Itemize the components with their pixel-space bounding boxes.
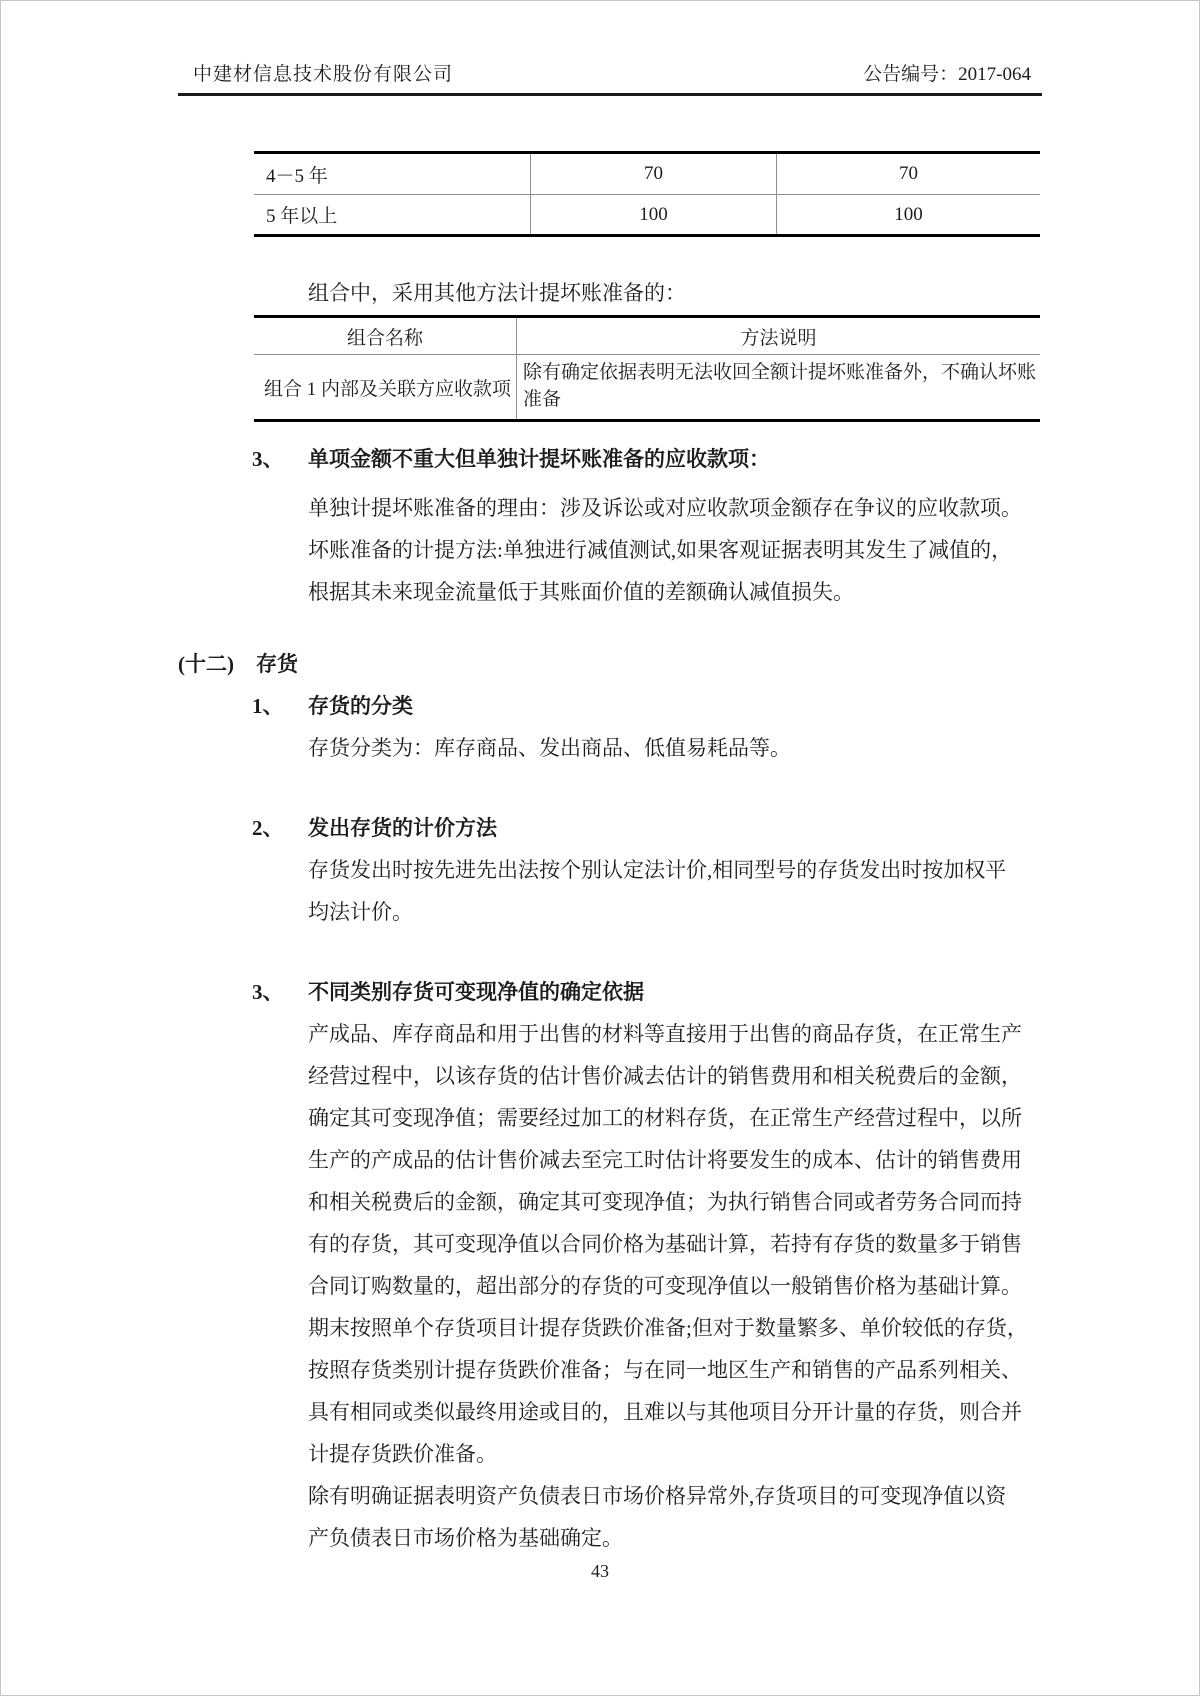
- section-body-receivables: [308, 487, 1024, 613]
- portfolio-intro-text: 组合中，采用其他方法计提坏账准备的：: [308, 281, 686, 305]
- subsection-title: 发出存货的计价方法: [308, 816, 497, 840]
- subsection-heading-inventory-classification: [252, 692, 413, 720]
- subsection-number: 3、: [252, 980, 284, 1004]
- section-number: 3、: [252, 447, 284, 471]
- paragraph-line: 合同订购数量的，超出部分的存货的可变现净值以一般销售价格为基础计算。: [308, 1274, 1022, 1298]
- table-row: [254, 194, 1040, 234]
- aging-percentage-table: [254, 151, 1040, 237]
- table-row: [254, 355, 1040, 419]
- portfolio-name-header: 组合名称: [346, 328, 423, 349]
- subsection-heading-net-realizable-value: [252, 978, 644, 1006]
- paragraph-line: 计提存货跌价准备。: [308, 1442, 497, 1466]
- paragraph-line: 确定其可变现净值；需要经过加工的材料存货，在正常生产经营过程中，以所: [308, 1106, 1022, 1130]
- section-title: 单项金额不重大但单独计提坏账准备的应收款项：: [308, 447, 770, 471]
- subsection-body-issuing-valuation: [308, 849, 1024, 933]
- portfolio-name-cell: 组合 1 内部及关联方应收款项: [264, 378, 512, 400]
- paragraph-line: 按照存货类别计提存货跌价准备；与在同一地区生产和销售的产品系列相关、: [308, 1358, 1022, 1382]
- paragraph-line: 根据其未来现金流量低于其账面价值的差额确认减值损失。: [308, 580, 854, 604]
- portfolio-method-table: [254, 315, 1040, 422]
- header-company-name: 中建材信息技术股份有限公司: [193, 64, 454, 85]
- aging-percent-col3: 70: [776, 154, 1040, 194]
- paragraph-line: 存货发出时按先进先出法按个别认定法计价,相同型号的存货发出时按加权平: [308, 858, 1007, 882]
- aging-bucket-label: 4－5 年: [266, 165, 328, 187]
- subsection-number: 1、: [252, 694, 284, 718]
- paragraph-line: 产成品、库存商品和用于出售的材料等直接用于出售的商品存货，在正常生产: [308, 1022, 1022, 1046]
- method-description-header: 方法说明: [516, 318, 1040, 354]
- aging-percent-col3: 100: [776, 195, 1040, 234]
- paragraph-line: 有的存货，其可变现净值以合同价格为基础计算，若持有存货的数量多于销售: [308, 1232, 1022, 1256]
- paragraph-line: 期末按照单个存货项目计提存货跌价准备;但对于数量繁多、单价较低的存货，: [308, 1316, 1028, 1340]
- header-rule: [178, 93, 1042, 96]
- paragraph-line: 存货分类为：库存商品、发出商品、低值易耗品等。: [308, 736, 791, 760]
- section-number: (十二): [178, 652, 234, 676]
- section-heading-receivables: [252, 445, 770, 473]
- section-title: 存货: [256, 652, 298, 676]
- table-header-row: [254, 318, 1040, 355]
- section-heading-inventory: [178, 650, 298, 678]
- aging-percent-col2: 70: [530, 154, 776, 194]
- header-announcement-number: 公告编号：2017-064: [863, 64, 1031, 85]
- table-row: [254, 154, 1040, 194]
- subsection-number: 2、: [252, 816, 284, 840]
- paragraph-line: 均法计价。: [308, 900, 413, 924]
- paragraph-line: 除有明确证据表明资产负债表日市场价格异常外,存货项目的可变现净值以资: [308, 1484, 1007, 1508]
- paragraph-line: 具有相同或类似最终用途或目的，且难以与其他项目分开计量的存货，则合并: [308, 1400, 1022, 1424]
- paragraph-line: 产负债表日市场价格为基础确定。: [308, 1526, 623, 1550]
- method-description-cell: 除有确定依据表明无法收回全额计提坏账准备外，不确认坏账准备: [516, 355, 1040, 419]
- page-number: 43: [591, 1561, 609, 1581]
- paragraph-line: 坏账准备的计提方法:单独进行减值测试,如果客观证据表明其发生了减值的，: [308, 538, 1013, 562]
- aging-percent-col2: 100: [530, 195, 776, 234]
- paragraph-line: 生产的产成品的估计售价减去至完工时估计将要发生的成本、估计的销售费用: [308, 1148, 1022, 1172]
- subsection-title: 不同类别存货可变现净值的确定依据: [308, 980, 644, 1004]
- subsection-heading-issuing-valuation: [252, 814, 497, 842]
- subsection-body-net-realizable-value: [308, 1013, 1028, 1559]
- paragraph-line: 经营过程中，以该存货的估计售价减去估计的销售费用和相关税费后的金额，: [308, 1064, 1022, 1088]
- subsection-title: 存货的分类: [308, 694, 413, 718]
- paragraph-line: 和相关税费后的金额，确定其可变现净值；为执行销售合同或者劳务合同而持: [308, 1190, 1022, 1214]
- aging-bucket-label: 5 年以上: [266, 206, 338, 227]
- paragraph-line: 单独计提坏账准备的理由：涉及诉讼或对应收款项金额存在争议的应收款项。: [308, 496, 1022, 520]
- subsection-body-inventory-classification: [308, 727, 1024, 769]
